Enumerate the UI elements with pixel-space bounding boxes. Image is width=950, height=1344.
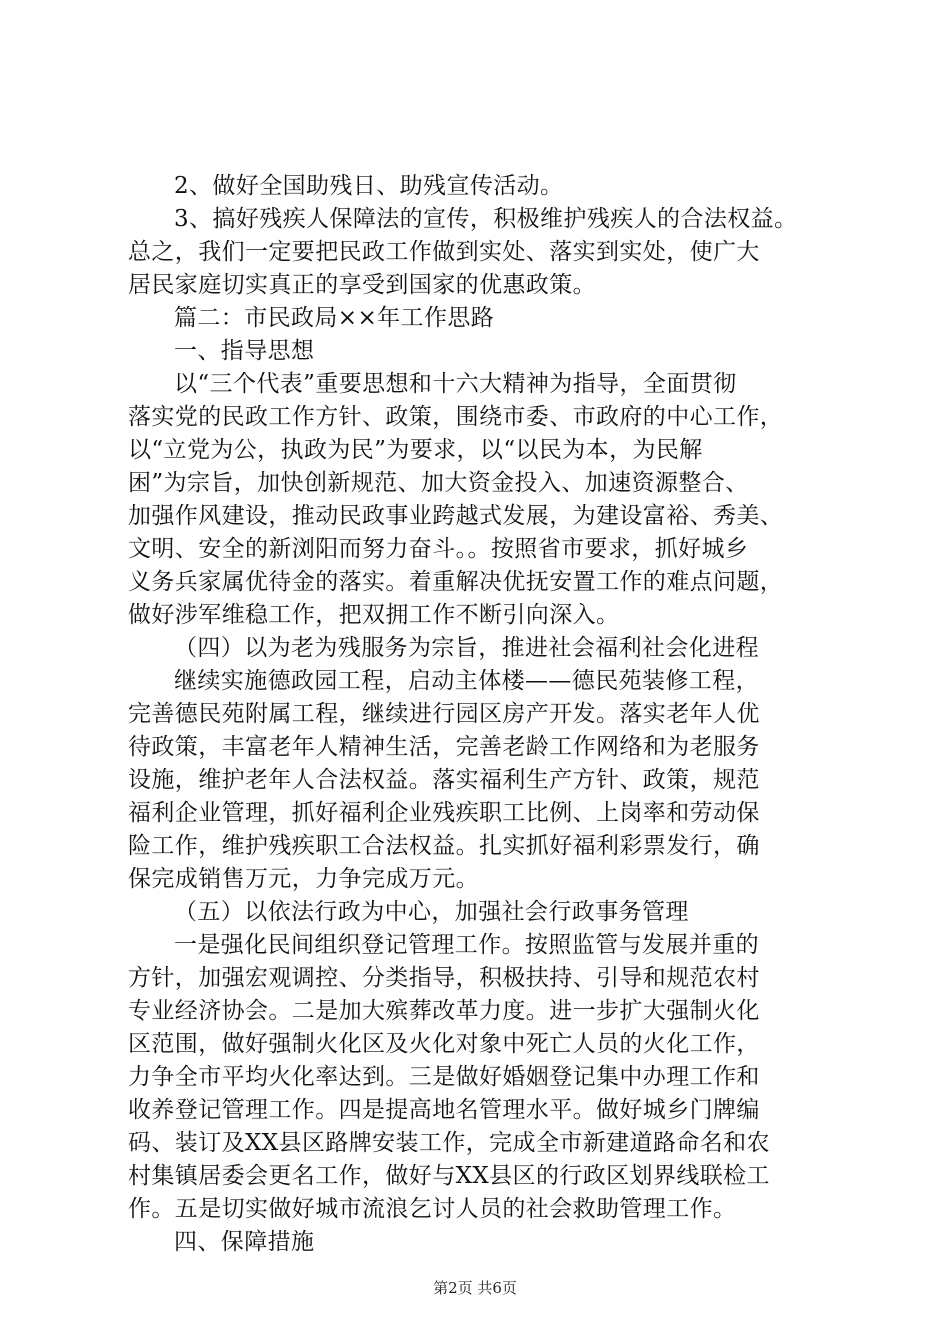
text-line: 保完成销售万元，力争完成万元。 [128,866,479,892]
text-line: 方针，加强宏观调控、分类指导，积极扶持、引导和规范农村 [128,965,760,991]
text-line: 专业经济协会。二是加大殡葬改革力度。进一步扩大强制火化 [128,998,760,1024]
text-line: 完善德民苑附属工程，继续进行园区房产开发。落实老年人优 [128,701,760,727]
document-body [128,170,828,1259]
text-line: 以“三个代表”重要思想和十六大精神为指导，全面贯彻 [174,371,737,397]
text-line: 困”为宗旨，加快创新规范、加大资金投入、加速资源整合、 [128,470,749,496]
text-line: 居民家庭切实真正的享受到国家的优惠政策。 [128,272,596,298]
text-line: 落实党的民政工作方针、政策，围绕市委、市政府的中心工作， [128,404,784,430]
text-line: 作。五是切实做好城市流浪乞讨人员的社会救助管理工作。 [128,1196,737,1222]
text-line: 力争全市平均火化率达到。三是做好婚姻登记集中办理工作和 [128,1064,760,1090]
text-line: 四、保障措施 [174,1229,315,1255]
text-line: 收养登记管理工作。四是提高地名管理水平。做好城乡门牌编 [128,1097,760,1123]
text-line: （四）以为老为残服务为宗旨，推进社会福利社会化进程 [174,635,759,661]
page-footer: 第2页 共6页 [433,1279,517,1297]
text-line: 总之，我们一定要把民政工作做到实处、落实到实处，使广大 [128,239,760,265]
text-line: 一是强化民间组织登记管理工作。按照监管与发展并重的 [174,932,759,958]
text-line: 福利企业管理，抓好福利企业残疾职工比例、上岗率和劳动保 [128,800,760,826]
text-line: 3、搞好残疾人保障法的宣传，积极维护残疾人的合法权益。 [174,206,798,232]
text-line: 2、做好全国助残日、助残宣传活动。 [174,173,564,199]
text-line: 待政策，丰富老年人精神生活，完善老龄工作网络和为老服务 [128,734,760,760]
text-line: 做好涉军维稳工作，把双拥工作不断引向深入。 [128,602,620,628]
text-line: 义务兵家属优待金的落实。着重解决优抚安置工作的难点问题， [128,569,784,595]
text-line: 码、装订及XX县区路牌安装工作，完成全市新建道路命名和农 [128,1130,770,1156]
text-line: 一、指导思想 [174,338,315,364]
text-line: 设施，维护老年人合法权益。落实福利生产方针、政策，规范 [128,767,760,793]
text-line: （五）以依法行政为中心，加强社会行政事务管理 [174,899,689,925]
text-line: 村集镇居委会更名工作，做好与XX县区的行政区划界线联检工 [128,1163,770,1189]
text-line: 继续实施德政园工程，启动主体楼——德民苑装修工程， [174,668,759,694]
text-line: 区范围，做好强制火化区及火化对象中死亡人员的火化工作， [128,1031,760,1057]
text-line: 以“立党为公，执政为民”为要求，以“以民为本，为民解 [128,437,703,463]
text-line: 文明、安全的新浏阳而努力奋斗。。按照省市要求，抓好城乡 [128,536,749,562]
text-line: 加强作风建设，推动民政事业跨越式发展，为建设富裕、秀美、 [128,503,784,529]
text-line: 篇二：市民政局××年工作思路 [174,305,495,331]
text-line: 险工作，维护残疾职工合法权益。扎实抓好福利彩票发行，确 [128,833,760,859]
